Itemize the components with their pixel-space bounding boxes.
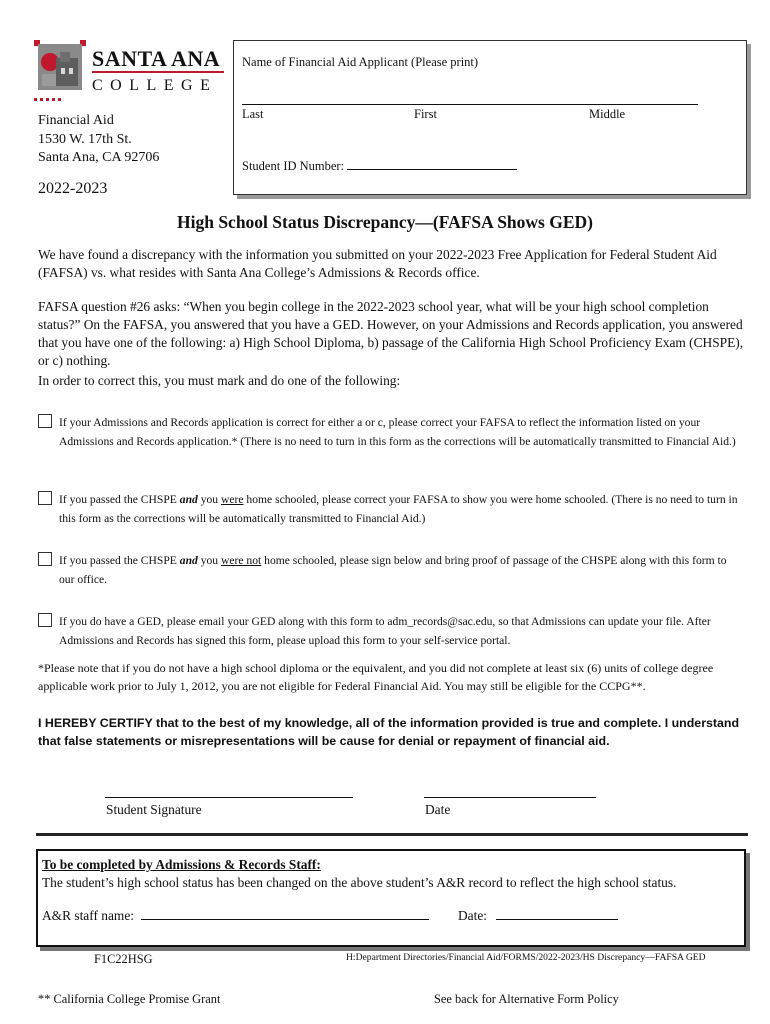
- option-2: [38, 490, 744, 528]
- student-signature-line[interactable]: [105, 797, 353, 798]
- staff-text: The student’s high school status has been changed on the above student’s A&R record to reflect the high school status.: [42, 875, 677, 890]
- staff-date-field[interactable]: [496, 909, 618, 920]
- section-divider: [36, 833, 748, 836]
- staff-section: [36, 849, 746, 947]
- college-logo: [34, 40, 234, 106]
- staff-name-field[interactable]: [141, 909, 429, 920]
- applicant-name-field[interactable]: [242, 104, 698, 105]
- logo-rule: [92, 71, 224, 73]
- ccpg-footnote: ** California College Promise Grant: [38, 992, 221, 1006]
- logo-subtitle: COLLEGE: [92, 77, 218, 94]
- student-signature-label: Student Signature: [106, 802, 202, 817]
- form-title: High School Status Discrepancy—(FAFSA Shows GED): [176, 212, 593, 232]
- option-1-text: If your Admissions and Records application is correct for either a or c, please correct your FAFSA to reflect the information listed on your Admissions and Records application.* (There is no need to turn in this form as the corrections will be automatically transmitted to Financial Aid.): [59, 416, 736, 448]
- staff-heading: To be completed by Admissions & Records Staff:: [42, 857, 321, 872]
- form-id: F1C22HSG: [94, 952, 153, 966]
- intro-text: We have found a discrepancy with the information you submitted on your 2022-2023 Free Application for Federal Student Aid (FAFSA) vs. what resides with Santa Ana College’s Admissions & Records office.: [38, 247, 717, 280]
- option-4-checkbox[interactable]: [38, 613, 52, 627]
- office-city: Santa Ana, CA 92706: [38, 150, 160, 165]
- option-4: [38, 612, 744, 650]
- certification-statement: I HEREBY CERTIFY that to the best of my knowledge, all of the information provided is true and complete. I understand that false statements or misrepresentations will be cause for denial or repayment of financial aid.: [38, 716, 740, 748]
- option-3-checkbox[interactable]: [38, 552, 52, 566]
- office-street: 1530 W. 17th St.: [38, 131, 132, 147]
- option-2-checkbox[interactable]: [38, 491, 52, 505]
- option-1-checkbox[interactable]: [38, 414, 52, 428]
- instruction-paragraph: [38, 372, 748, 390]
- question-paragraph: [38, 298, 748, 370]
- back-page-note: See back for Alternative Form Policy: [434, 992, 619, 1006]
- logo-name: SANTA ANA: [92, 46, 221, 71]
- college-seal-icon: [34, 40, 90, 106]
- option-2-text: If you passed the CHSPE and you were home schooled, please correct your FAFSA to show you were home schooled. (There is no need to turn in this form as the corrections will be automatically transmitted to Financial Aid.): [59, 493, 738, 525]
- question-text: FAFSA question #26 asks: “When you begin college in the 2022-2023 school year, what will be your high school completion status?” On the FAFSA, you answered that you have a GED. However, on your Admissions and Records application, you answered that you have one of the following: a) High School Diploma, b) passage of the California High School Proficiency Exam (CHSPE), or c) nothing.: [38, 299, 744, 368]
- award-year: 2022-2023: [38, 180, 108, 197]
- student-id-field[interactable]: [347, 159, 517, 170]
- option-3-text: If you passed the CHSPE and you were not home schooled, please sign below and bring proof of passage of the CHSPE along with this form to our office.: [59, 554, 727, 586]
- student-id-label: Student ID Number:: [242, 159, 345, 173]
- last-name-label: Last: [242, 107, 264, 121]
- option-4-text: If you do have a GED, please email your GED along with this form to adm_records@sac.edu, so that Admissions can update your file. After Admissions and Records has signed this form, please upload this form to your self-service portal.: [59, 615, 711, 647]
- option-1: [38, 413, 744, 451]
- office-dept: Financial Aid: [38, 113, 114, 128]
- date-line[interactable]: [424, 797, 596, 798]
- office-address: [38, 112, 159, 168]
- staff-date-label: Date:: [458, 908, 487, 923]
- staff-name-label: A&R staff name:: [42, 908, 134, 923]
- applicant-name-label: Name of Financial Aid Applicant (Please print): [242, 55, 479, 69]
- date-label: Date: [425, 802, 451, 817]
- instruction-text: In order to correct this, you must mark and do one of the following:: [38, 373, 401, 388]
- applicant-info-box: [233, 40, 747, 195]
- option-3: [38, 551, 744, 589]
- file-path: H:Department Directories/Financial Aid/FORMS/2022-2023/HS Discrepancy—FAFSA GED: [346, 952, 706, 963]
- eligibility-note: *Please note that if you do not have a high school diploma or the equivalent, and you did not complete at least six (6) units of college degree applicable work prior to July 1, 2012, you are not eligible for Federal Financial Aid. You may still be eligible for the CCPG**.: [38, 661, 714, 693]
- middle-name-label: Middle: [589, 107, 626, 121]
- intro-paragraph: [38, 246, 748, 282]
- first-name-label: First: [414, 107, 437, 121]
